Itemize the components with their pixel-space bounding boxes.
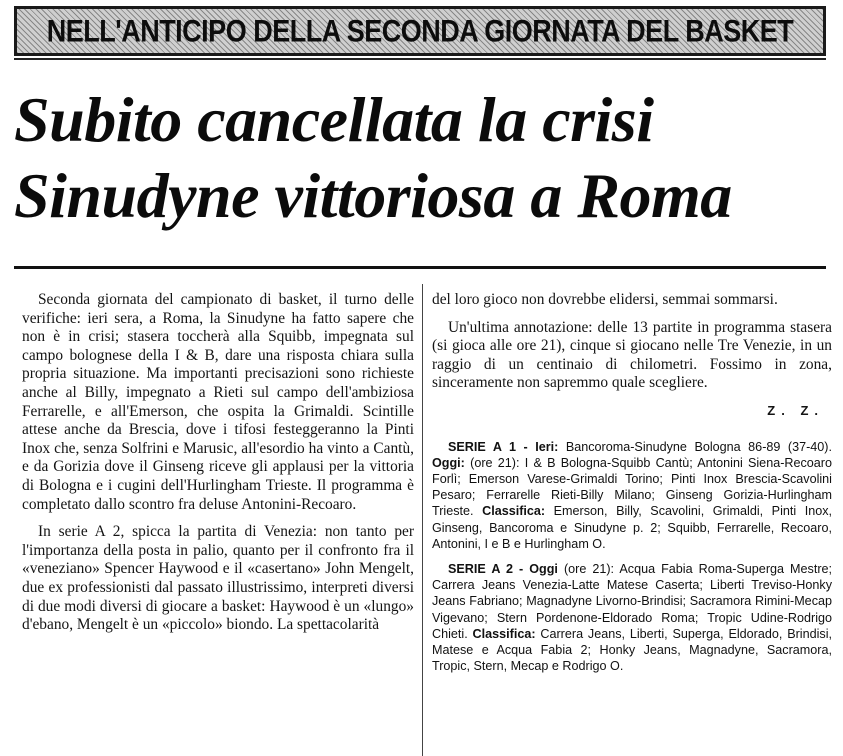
kicker-text: NELL'ANTICIPO DELLA SECONDA GIORNATA DEL BASKET bbox=[46, 13, 794, 48]
headline-line-2: Sinudyne vittoriosa a Roma bbox=[14, 160, 732, 231]
results-label: Classifica: bbox=[472, 626, 536, 641]
results-text: Emerson, Billy, Scavolini, Grimaldi, Pinti Inox, Ginseng, Bancoroma e Sinudyne p. 2; Squibb, Ferrarelle, Recoaro, Antonini, I e B e Hurlingham O. bbox=[432, 504, 833, 551]
results-text: (ore 21): Acqua Fabia Roma-Superga Mestre; Carrera Jeans Venezia-Latte Matese Caserta; Liberti Treviso-Honky Jeans Fabriano; Magnadyne Livorno-Brindisi; Sacramora Rimini-Mecap Vigevano; Stern Pordenone-Eldorado Roma; Tropic Udine-Rodrigo Chieti. bbox=[432, 561, 833, 641]
article-paragraph: In serie A 2, spicca la partita di Venezia: non tanto per l'importanza della posta in palio, quanto per il confronto fra il «veneziano» Spencer Haywood e il «casertano» John Mengelt, due ex professionisti dal passato illustrissimo, interpreti diversi di due modi diversi di giocare a basket: Haywood è un «lungo» d'ebano, Mengelt è un «piccolo» biondo. La spettacolarità bbox=[22, 523, 414, 634]
article-paragraph: Seconda giornata del campionato di basket, il turno delle verifiche: ieri sera, a Roma, la Sinudyne ha fatto sapere che non è in crisi; stasera toccherà alla Squibb, impegnata sul campo bolognese della I & B, dare una risposta chiara sulla propria situazione. Ma importanti precisazioni sono richieste anche al Billy, impegnato a Rieti sul campo dell'ambiziosa Ferrarelle, e all'Emerson, che ospita la Grimaldi. Scintille attese anche da Brescia, dove i tifosi festeggeranno la Pinti Inox che, senza Solfrini e Marusic, all'esordio ha vinto a Cantù, e da Gorizia dove il Ginseng riceve gli applausi per la vittoria di Bologna e i cugini dell'Hurlingham Trieste. Il programma è completato dallo scontro fra deluse Antonini-Recoaro. bbox=[22, 291, 414, 513]
results-label: SERIE A 2 - Oggi bbox=[448, 561, 558, 576]
results-label: Classifica: bbox=[482, 504, 546, 519]
article-column-left bbox=[22, 291, 414, 644]
results-label: Oggi: bbox=[432, 455, 465, 470]
headline bbox=[14, 82, 834, 234]
column-divider bbox=[422, 284, 423, 756]
results-serie-a1 bbox=[432, 439, 832, 552]
article-column-right bbox=[432, 291, 832, 683]
article-paragraph: Un'ultima annotazione: delle 13 partite in programma stasera (si gioca alle ore 21), cinque si giocano nelle Tre Venezie, in un raggio di un centinaio di chilometri. Fossimo in zona, sinceramente non sapremmo quale scegliere. bbox=[432, 318, 832, 392]
author-signature: Z. Z. bbox=[767, 402, 824, 418]
kicker-banner bbox=[14, 6, 826, 56]
results-text: (ore 21): I & B Bologna-Squibb Cantù; Antonini Siena-Recoaro Forlì; Emerson Varese-Grimaldi Torino; Pinti Inox Brescia-Scavolini Pesaro; Ferrarelle Rieti-Billy Milano; Ginseng Gorizia-Hurlingham Trieste. bbox=[432, 455, 832, 519]
results-label: SERIE A 1 - Ieri: bbox=[448, 439, 559, 454]
results-serie-a2 bbox=[432, 561, 832, 674]
results-text: Bancoroma-Sinudyne Bologna 86-89 (37-40). bbox=[565, 439, 833, 454]
top-rule bbox=[14, 58, 826, 60]
article-paragraph: del loro gioco non dovrebbe elidersi, semmai sommarsi. bbox=[432, 291, 778, 308]
results-text: Carrera Jeans, Liberti, Superga, Eldorado, Brindisi, Matese e Acqua Fabia 2; Honky Jeans, Magnadyne, Sacramora, Tropic, Stern, Mecap e Rodrigo O. bbox=[432, 626, 833, 674]
headline-line-1: Subito cancellata la crisi bbox=[14, 84, 654, 155]
headline-rule bbox=[14, 266, 826, 269]
